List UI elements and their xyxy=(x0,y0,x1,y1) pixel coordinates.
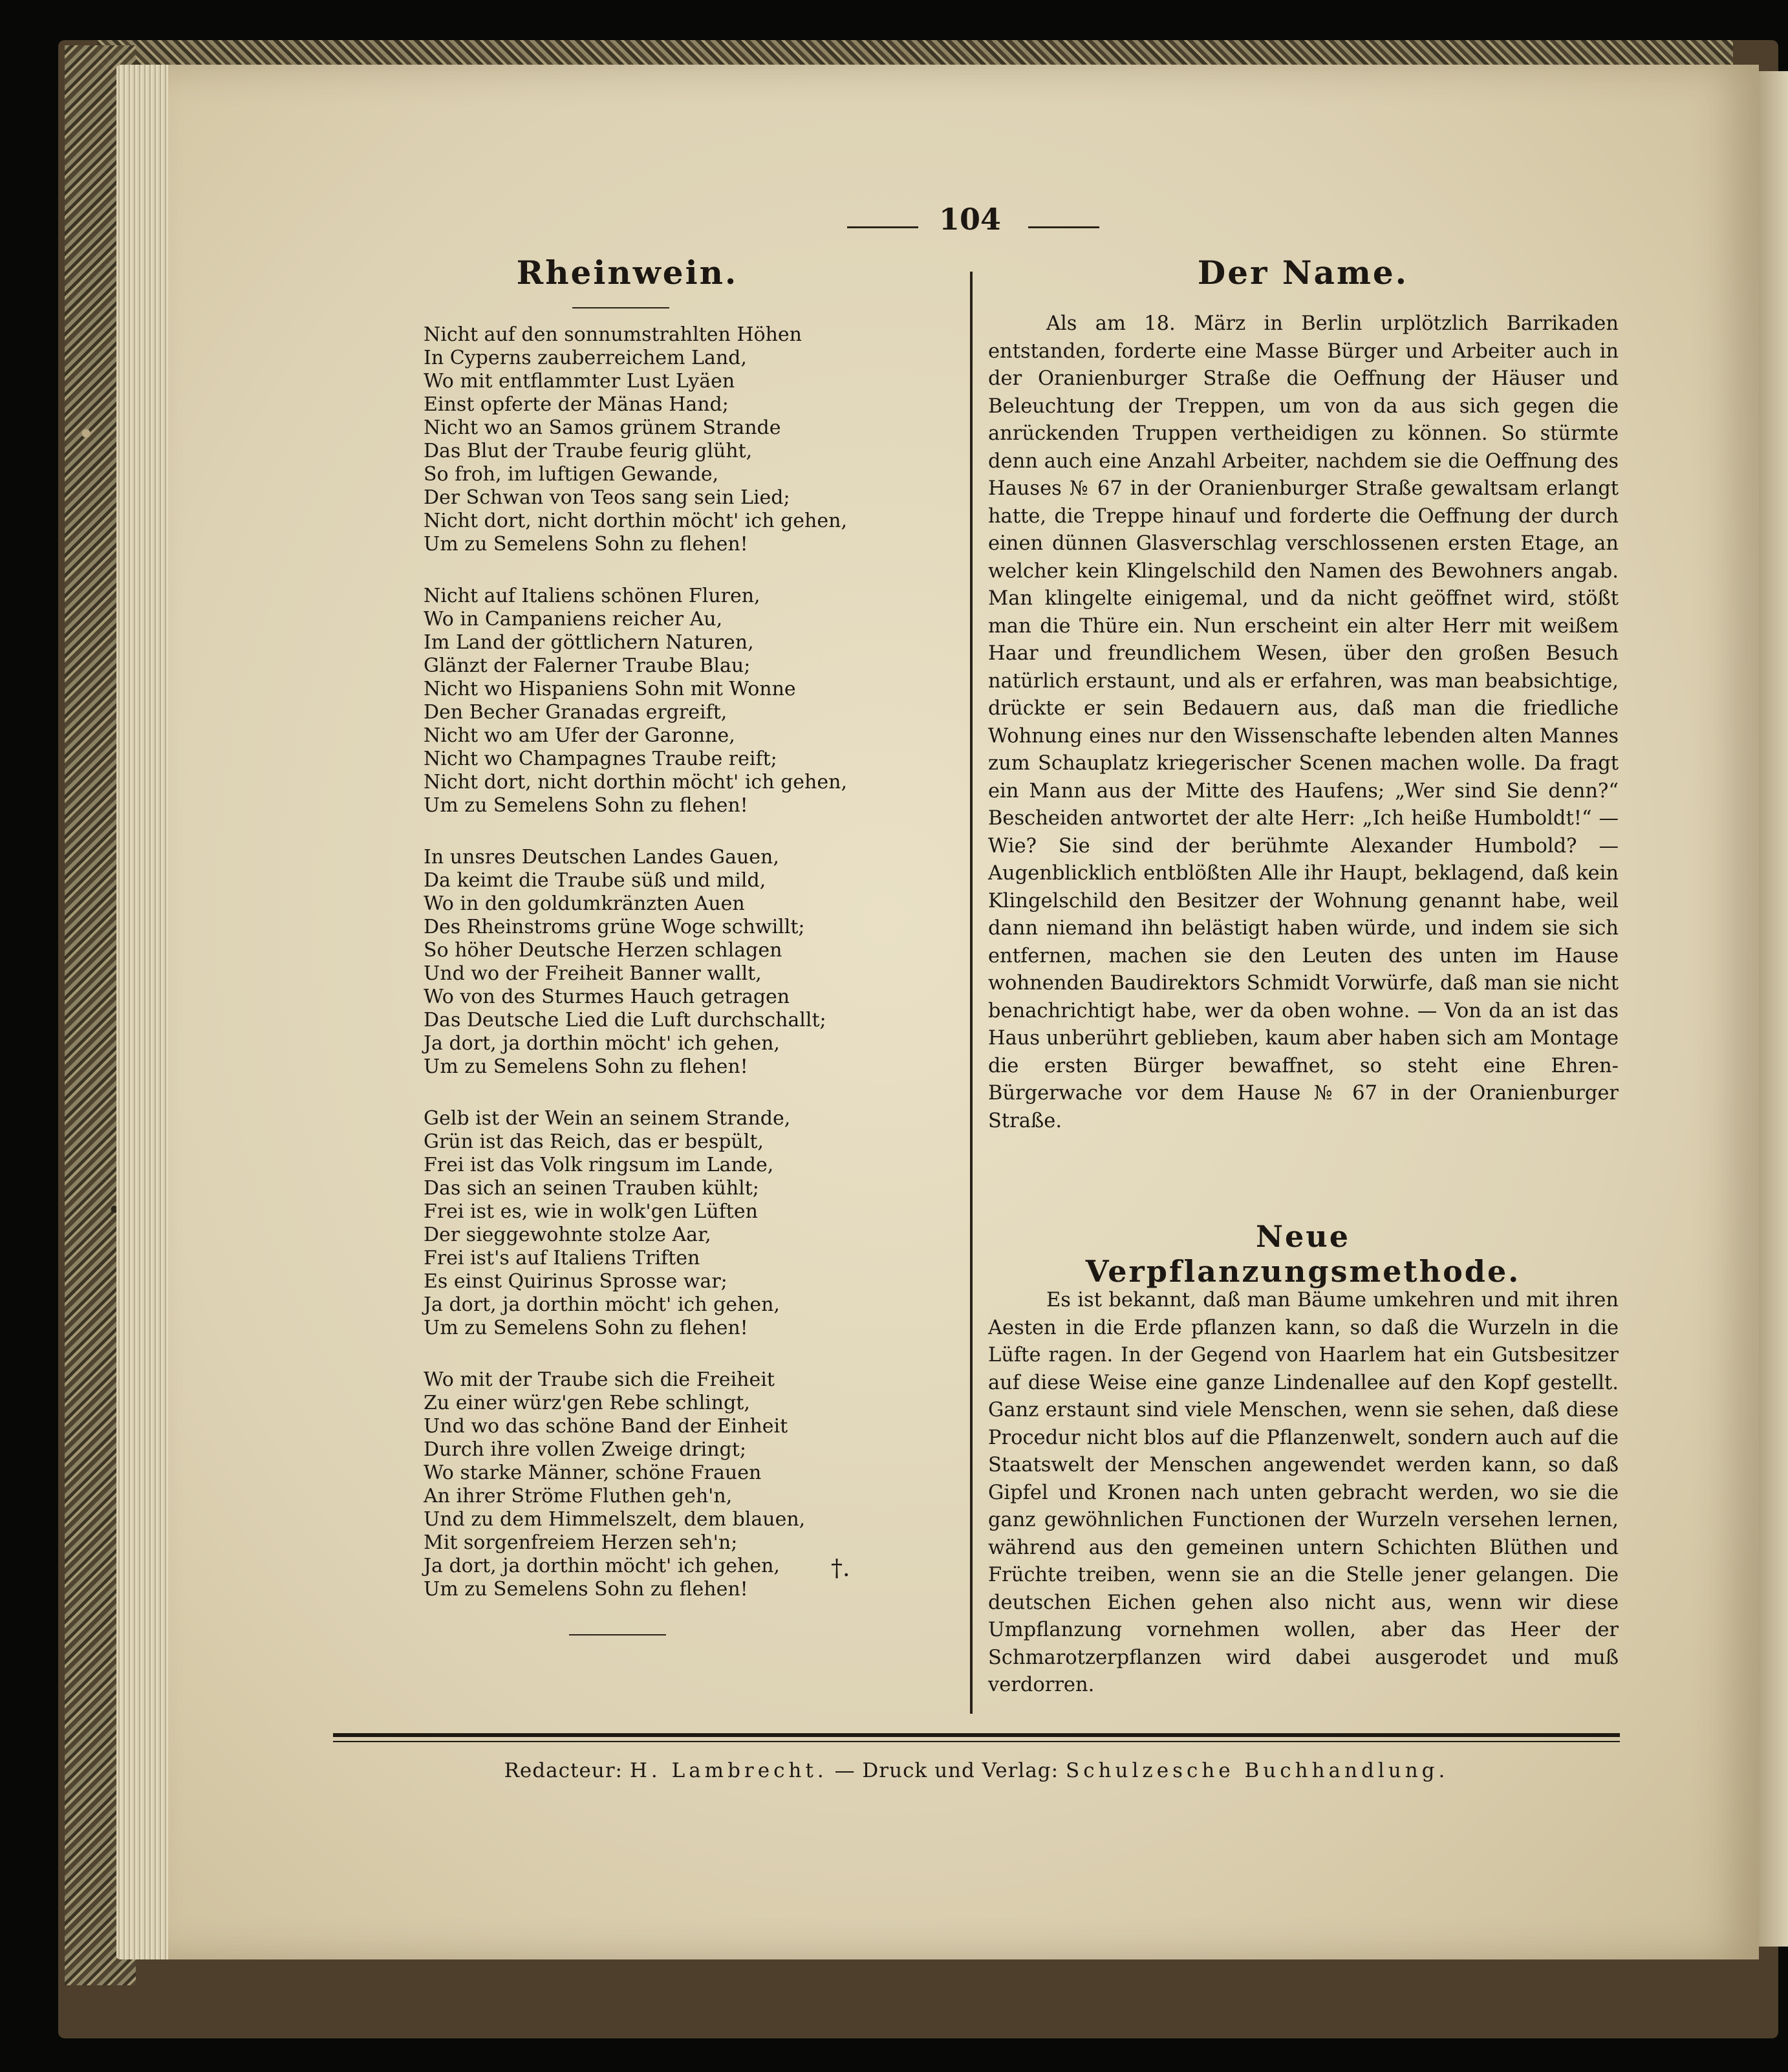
imprint xyxy=(333,1759,1620,1782)
poem-stanza xyxy=(424,1368,928,1601)
poem-line: Das Blut der Traube feurig glüht, xyxy=(424,440,753,462)
poem-line: Um zu Semelens Sohn zu flehen! xyxy=(424,1317,748,1339)
poem-line: In Cyperns zauberreichem Land, xyxy=(424,347,747,369)
poem-line: Einst opferte der Mänas Hand; xyxy=(424,393,729,416)
poem-line: Das Deutsche Lied die Luft durchschallt; xyxy=(424,1009,826,1031)
poem-end-rule xyxy=(569,1634,666,1635)
poem-line: Der Schwan von Teos sang sein Lied; xyxy=(424,486,790,509)
poem-line: Wo mit der Traube sich die Freiheit xyxy=(424,1368,775,1391)
poem-line: Um zu Semelens Sohn zu flehen! xyxy=(424,533,748,556)
poem-line: Wo von des Sturmes Hauch getragen xyxy=(424,986,790,1008)
page-number: 104 xyxy=(938,202,1002,237)
poem-stanza xyxy=(424,1107,928,1340)
footer-rule-thin xyxy=(333,1741,1620,1742)
poem-line: Nicht wo Hispaniens Sohn mit Wonne xyxy=(424,678,796,700)
imprint-editor-label: Redacteur: xyxy=(504,1759,623,1782)
poem-line: Zu einer würz'gen Rebe schlingt, xyxy=(424,1392,750,1414)
poem-line: Und wo das schöne Band der Einheit xyxy=(424,1415,788,1438)
poem-line: Frei ist das Volk ringsum im Lande, xyxy=(424,1154,774,1176)
poem-line: Frei ist's auf Italiens Triften xyxy=(424,1247,700,1269)
poem-line: Es einst Quirinus Sprosse war; xyxy=(424,1270,727,1293)
poem-signature: †. xyxy=(831,1555,850,1582)
poem-line: Der sieggewohnte stolze Aar, xyxy=(424,1224,711,1246)
imprint-editor-name: H. Lambrecht. xyxy=(629,1759,828,1782)
poem-line: So höher Deutsche Herzen schlagen xyxy=(424,939,782,962)
poem-line: Wo mit entflammter Lust Lyäen xyxy=(424,370,735,393)
article1-body xyxy=(988,310,1619,1135)
poem-line: Ja dort, ja dorthin möcht' ich gehen, xyxy=(424,1555,780,1577)
poem-line: Nicht dort, nicht dorthin möcht' ich gehen, xyxy=(424,510,847,532)
poem-line: Ja dort, ja dorthin möcht' ich gehen, xyxy=(424,1293,780,1316)
poem-line: Und wo der Freiheit Banner wallt, xyxy=(424,962,762,985)
poem-body xyxy=(424,323,928,1630)
article2-body xyxy=(988,1287,1619,1700)
poem-line: Um zu Semelens Sohn zu flehen! xyxy=(424,1055,748,1078)
poem-line: Um zu Semelens Sohn zu flehen! xyxy=(424,794,748,817)
poem-line: Nicht wo Champagnes Traube reift; xyxy=(424,748,777,770)
poem-line: Nicht wo am Ufer der Garonne, xyxy=(424,724,735,747)
poem-line: Da keimt die Traube süß und mild, xyxy=(424,869,766,892)
poem-line: In unsres Deutschen Landes Gauen, xyxy=(424,846,779,869)
poem-line: Frei ist es, wie in wolk'gen Lüften xyxy=(424,1200,758,1223)
poem-line: Grün ist das Reich, das er bespült, xyxy=(424,1130,764,1153)
poem-line: Um zu Semelens Sohn zu flehen! xyxy=(424,1578,748,1601)
poem-line: Ja dort, ja dorthin möcht' ich gehen, xyxy=(424,1032,780,1055)
poem-line: Nicht dort, nicht dorthin möcht' ich gehen, xyxy=(424,771,847,793)
poem-line: Des Rheinstroms grüne Woge schwillt; xyxy=(424,916,805,938)
poem-stanza xyxy=(424,846,928,1079)
poem-line: Und zu dem Himmelszelt, dem blauen, xyxy=(424,1508,806,1531)
poem-line: Durch ihre vollen Zweige dringt; xyxy=(424,1438,746,1461)
poem-line: Im Land der göttlichern Naturen, xyxy=(424,631,754,654)
poem-line: Glänzt der Falerner Traube Blau; xyxy=(424,654,751,677)
imprint-publisher: Schulzesche Buchhandlung. xyxy=(1065,1759,1449,1782)
poem-line: Nicht wo an Samos grünem Strande xyxy=(424,416,781,439)
poem-line: Wo in Campaniens reicher Au, xyxy=(424,608,723,631)
imprint-press-label: — Druck und Verlag: xyxy=(834,1759,1059,1782)
poem-line: Nicht auf Italiens schönen Fluren, xyxy=(424,585,760,607)
poem-line: So froh, im luftigen Gewande, xyxy=(424,463,719,486)
poem-line: Den Becher Granadas ergreift, xyxy=(424,701,727,724)
poem-line: Wo in den goldumkränzten Auen xyxy=(424,892,745,915)
article2-paragraph: Es ist bekannt, daß man Bäume umkehren und mit ihren Aesten in die Erde pflanzen kann, so daß die Wurzeln in die Lüfte ragen. In der Gegend von Haarlem hat ein Gutsbesitzer auf diese Weise eine ganze Lindenallee auf den Kopf gestellt. Ganz erstaunt sind viele Menschen, wenn sie sehen, daß diese Procedur nicht blos auf die Pflanzenwelt, sondern auch auf die Staatswelt der Menschen angewendet werden kann, so daß Gipfel und Kronen nach unten gebracht werden, wo sie die ganz gewöhnlichen Functionen der Wurzeln versehen lernen, während aus den gemeinen untern Schichten Blüthen und Früchte treiben, wenn sie an die Stelle jener gelangen. Die deutschen Eichen gehen also nicht aus, wenn wir diese Umpflanzung vornehmen wollen, aber das Heer der Schmarotzerpflanzen wird dabei ausgerodet und muß verdorren. xyxy=(988,1289,1619,1696)
article2-title: Neue Verpflanzungsmethode. xyxy=(1085,1219,1521,1289)
article1-paragraph: Als am 18. März in Berlin urplötzlich Barrikaden entstanden, forderte eine Masse Bürger und Arbeiter auch in der Oranienburger Straße die Oeffnung der Häuser und Beleuchtung der Treppen, um von da aus sich gegen die anrückenden Truppen vertheidigen zu können. So stürmte denn auch eine Anzahl Arbeiter, nachdem sie die Oeffnung des Hauses № 67 in der Oranienburger Straße gewaltsam erlangt hatte, die Treppe hinauf und forderte die Oeffnung der durch einen dünnen Glasverschlag verschlossenen ersten Etage, an welcher kein Klingelschild den Namen des Bewohners angab. Man klingelte einigemal, und da nicht geöffnet wird, stößt man die Thüre ein. Nun erscheint ein alter Herr mit weißem Haar und freundlichem Wesen, über den großen Besuch natürlich erstaunt, und als er erfahren, was man beabsichtige, drückte er sein Bedauern aus, daß man die friedliche Wohnung eines nur den Wissenschafte lebenden alten Mannes zum Schauplatz kriegerischer Scenen machen wolle. Da fragt ein Mann aus der Mitte des Haufens; „Wer sind Sie denn?“ Bescheiden antwortet der alte Herr: „Ich heiße Humboldt!“ — Wie? Sie sind der berühmte Alexander Humbold? — Augenblicklich entblößten Alle ihr Haupt, beklagend, daß kein Klingelschild den Besitzer der Wohnung genannt habe, weil dann niemand ihn belästigt haben würde, und indem sie sich entfernen, machen sie den Leuten des unten im Hause wohnenden Baudirektors Schmidt Vorwürfe, daß man sie nicht benachrichtigt habe, wer da oben wohne. — Von da an ist das Haus unberührt geblieben, kaum aber haben sich am Montage die ersten Bürger bewaffnet, so steht eine Ehren-Bürgerwache vor dem Hause № 67 in der Oranienburger Straße. xyxy=(988,312,1619,1132)
poem-line: Das sich an seinen Trauben kühlt; xyxy=(424,1177,759,1200)
poem-line: Nicht auf den sonnumstrahlten Höhen xyxy=(424,323,802,346)
page-edges xyxy=(116,65,175,1959)
poem-line: An ihrer Ströme Fluthen geh'n, xyxy=(424,1485,733,1507)
poem-stanza xyxy=(424,323,928,556)
poem-line: Mit sorgenfreiem Herzen seh'n; xyxy=(424,1531,738,1554)
poem-line: Wo starke Männer, schöne Frauen xyxy=(424,1462,762,1484)
pagenum-rule-right xyxy=(1028,226,1099,228)
poem-line: Gelb ist der Wein an seinem Strande, xyxy=(424,1107,791,1130)
poem-title: Rheinwein. xyxy=(516,254,738,292)
column-divider xyxy=(970,272,973,1714)
article1-title: Der Name. xyxy=(1197,254,1409,292)
poem-stanza xyxy=(424,585,928,817)
footer-rule-thick xyxy=(333,1733,1620,1737)
poem-title-rule xyxy=(572,307,669,308)
